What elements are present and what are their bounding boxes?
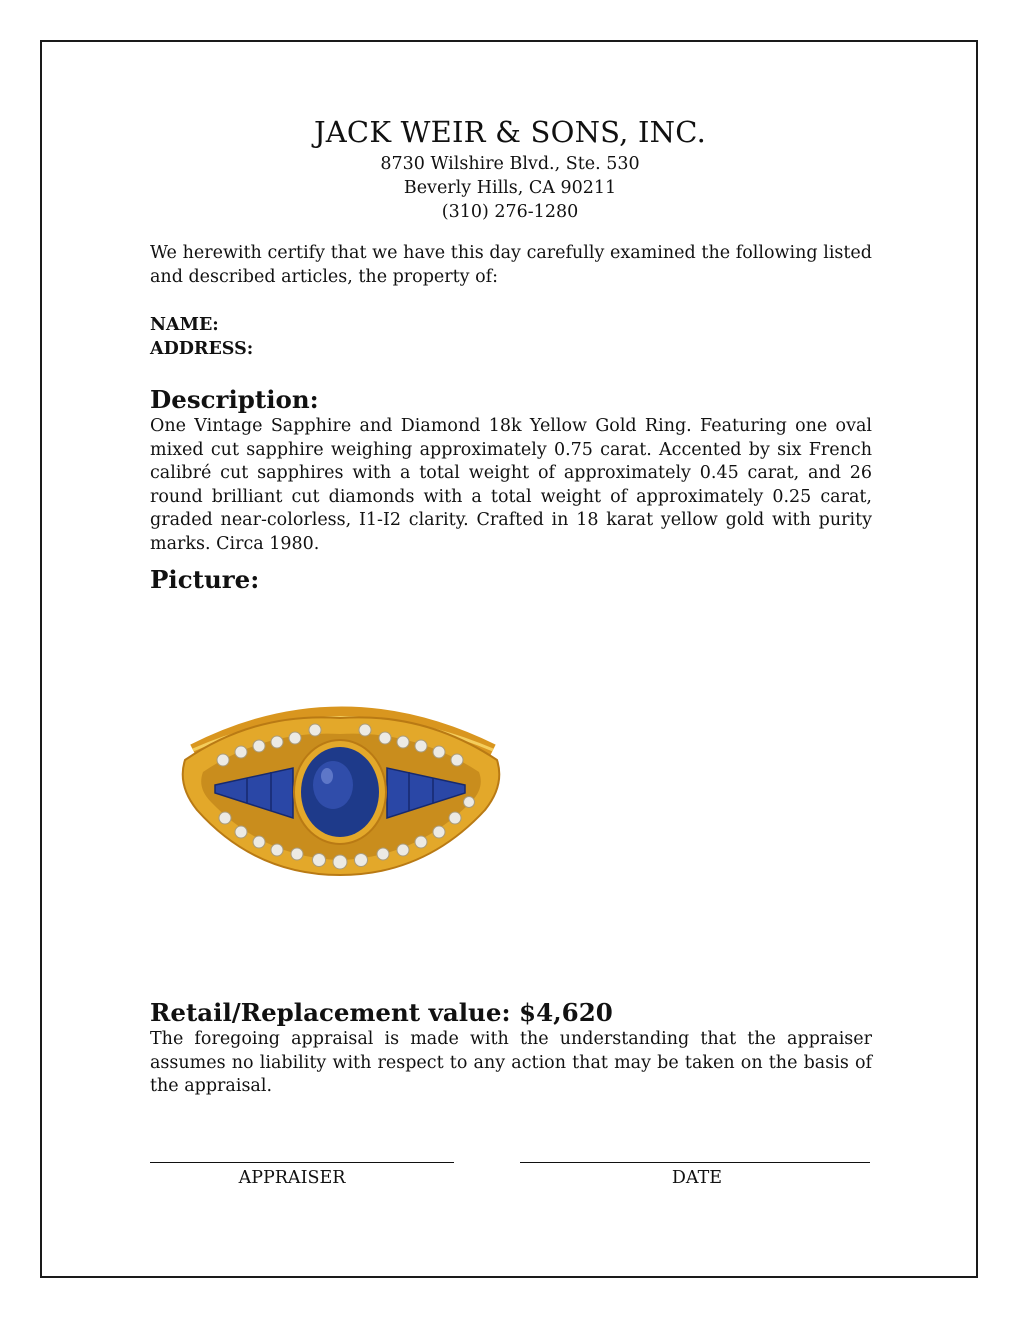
disclaimer-text: The foregoing appraisal is made with the understanding that the appraiser assumes no liability with respect to any action that may be taken on the basis of the appraisal. xyxy=(150,1029,872,1096)
appraiser-label: APPRAISER xyxy=(238,1168,346,1188)
ring-photo xyxy=(175,690,505,885)
company-name: JACK WEIR & SONS, INC. xyxy=(313,115,707,149)
phone-number: (310) 276-1280 xyxy=(441,202,579,222)
address-label: ADDRESS: xyxy=(150,339,254,359)
certify-text: We herewith certify that we have this day carefully examined the following listed and described articles, the property of: xyxy=(150,243,872,287)
description-heading: Description: xyxy=(150,385,319,414)
description-section xyxy=(150,385,872,556)
name-label: NAME: xyxy=(150,315,219,335)
value-section xyxy=(150,998,872,1099)
certification-block xyxy=(150,242,872,289)
value-heading: Retail/Replacement value: $4,620 xyxy=(150,998,613,1027)
date-signature-line[interactable] xyxy=(520,1162,870,1163)
owner-fields xyxy=(150,313,872,361)
description-text: One Vintage Sapphire and Diamond 18k Yellow Gold Ring. Featuring one oval mixed cut sapphire weighing approximately 0.75 carat. Accented by six French calibré cut sapphires with a total weight of approximately 0.45 carat, and 26 round brilliant cut diamonds with a total weight of approximately 0.25 carat, graded near-colorless, I1-I2 clarity. Crafted in 18 karat yellow gold with purity marks. Circa 1980. xyxy=(150,416,872,554)
address-line-1: 8730 Wilshire Blvd., Ste. 530 xyxy=(380,154,640,174)
picture-section xyxy=(150,565,872,595)
picture-heading: Picture: xyxy=(150,565,260,594)
date-label: DATE xyxy=(671,1168,723,1188)
letterhead xyxy=(0,112,1020,224)
appraiser-signature-line[interactable] xyxy=(150,1162,454,1163)
address-line-2: Beverly Hills, CA 90211 xyxy=(403,178,617,198)
